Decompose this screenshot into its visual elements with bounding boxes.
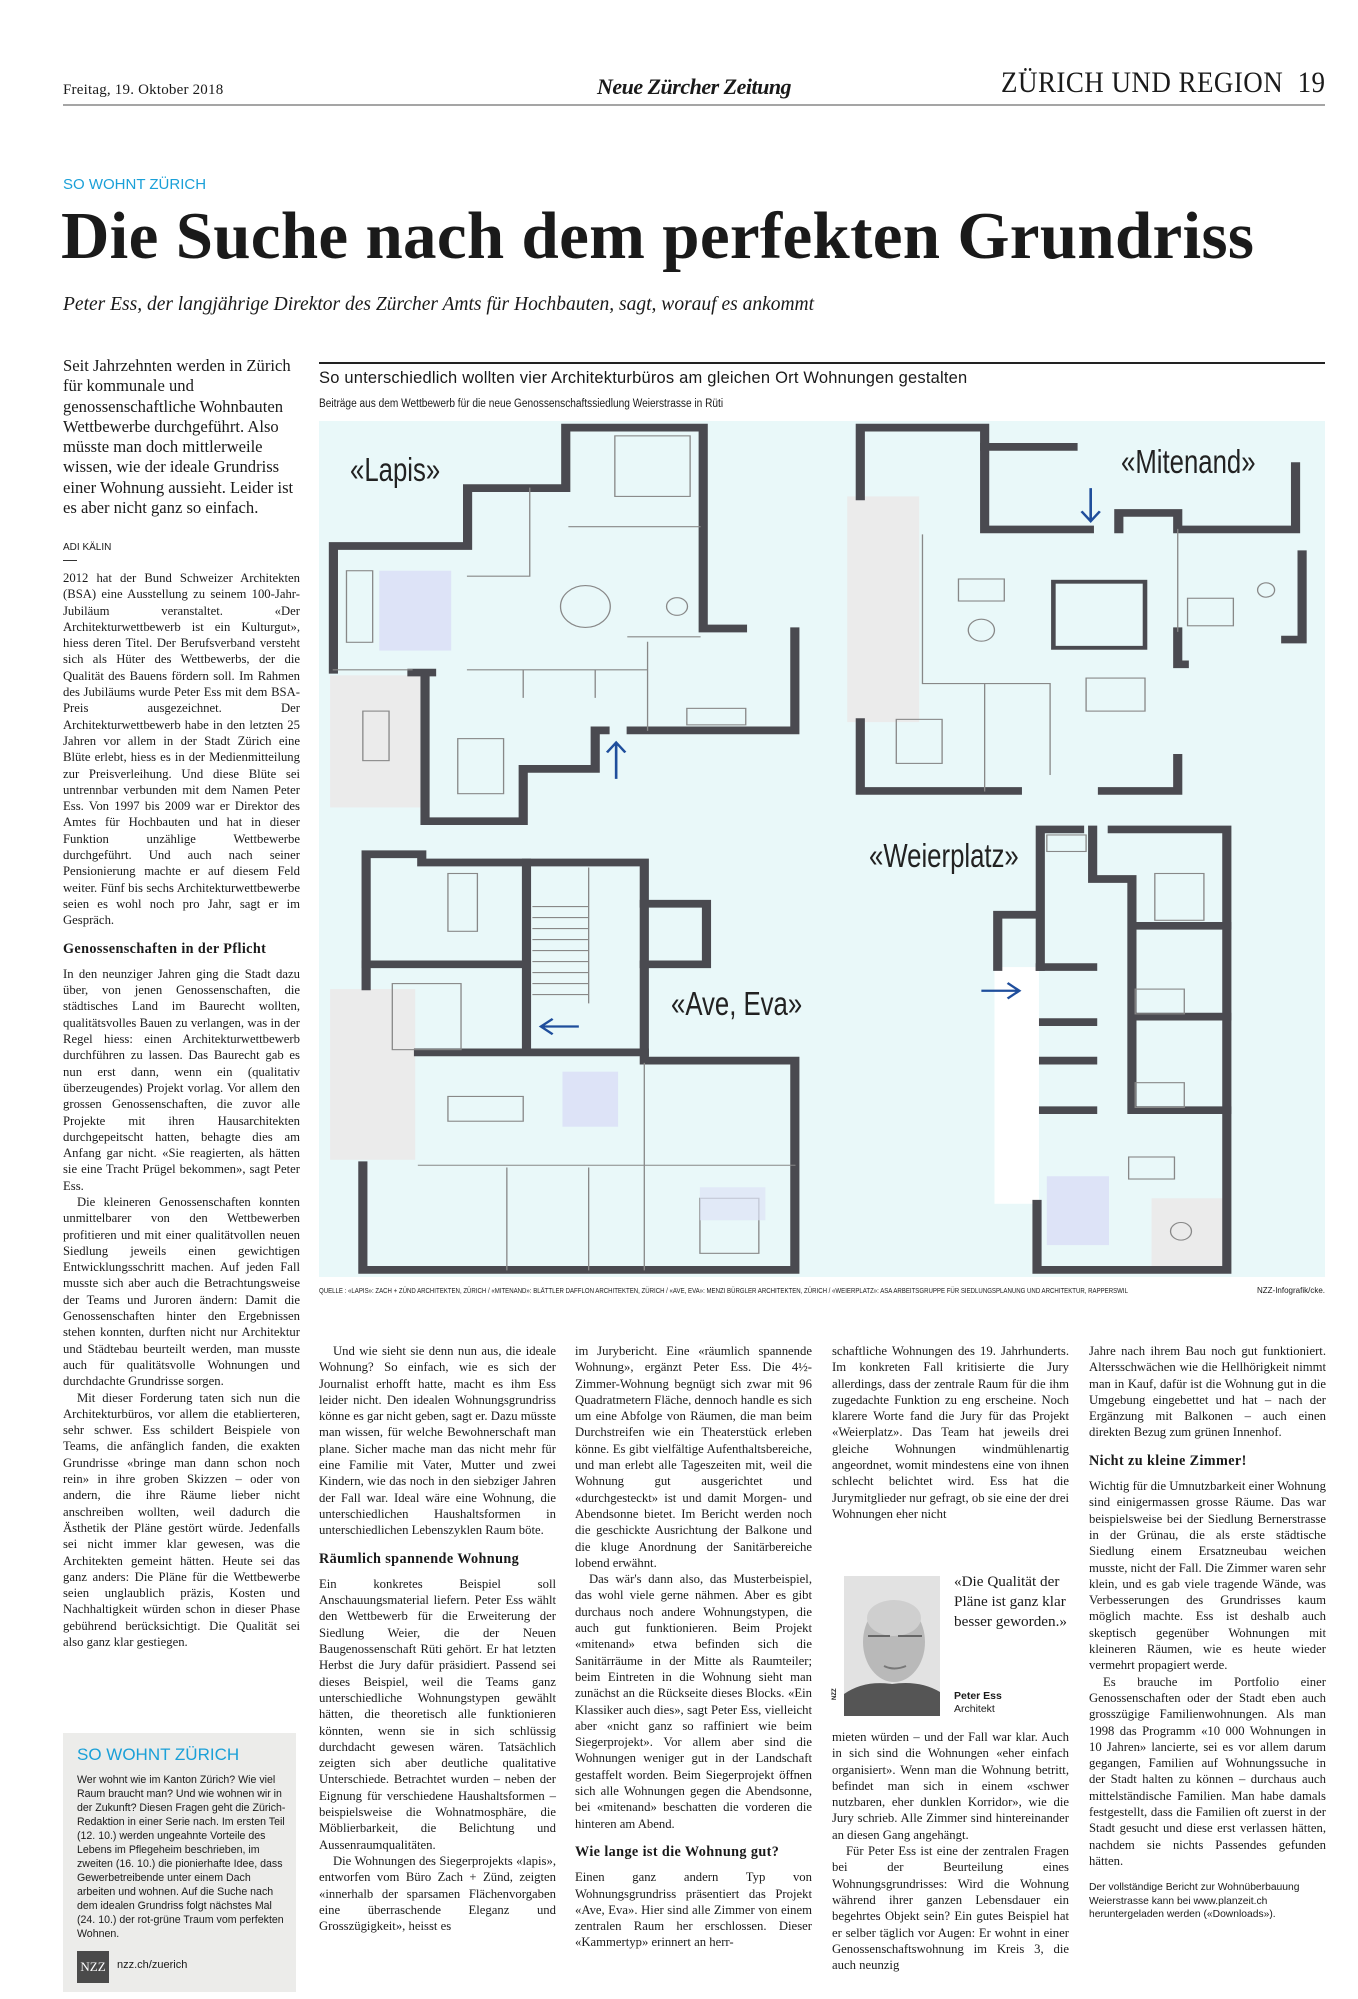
section-heading: Wie lange ist die Wohnung gut? [575,1843,780,1860]
body-paragraph: Ein konkretes Beispiel soll Anschauungsmaterial liefern. Peter Ess wählt den Wettbewerb für die Erweiterung der Siedlung Weier, die der Neuen Baugenossenschaft Rüti gehört. Er hat letzten Herbst die Jury dafür präsidiert. Passend sei dieses Beispiel, weil die Teams ganz unterschiedliche Wohnungstypen gewählt hätten, die theoretisch alle funktionieren könnten, wenn sie in sich schlüssig durchdacht gewesen wären. Tatsächlich zeigten sich aber deutliche qualitative Unterschiede. Betrachtet wurden – neben der Eignung für verschiedene Haushaltsformen – beispielsweise die Wohnatmosphäre, die Möblierbarkeit, die Belichtung und Aussenraumqualitäten. [319,1576,556,1852]
infographic-source: QUELLE : «LAPIS»: ZACH + ZÜND ARCHITEKTEN, ZÜRICH / «MITENAND»: BLÄTTLER DAFFLON ARCHITEKTEN, ZÜRICH / «AVE, EVA»: MENZI BÜRGLER ARCHITEKTEN, ZÜRICH / «WEIERPLATZ»: ASA ARBEITSGRUPPE FÜR SIEDLUNGSPLANUNG UND ARCHITEKTUR, RAPPERSWIL [319,1286,1128,1295]
section-header [1001,66,1325,100]
series-link[interactable]: nzz.ch/zuerich [117,1959,188,1971]
footnote: Der vollständige Bericht zur Wohnüberbauung Weierstrasse kann bei www.planzeit.ch heruntergeladen werden («Downloads»). [1089,1882,1300,1921]
quote-name: Peter Ess [954,1690,1002,1702]
body-paragraph: schaftliche Wohnungen des 19. Jahrhunderts. Im konkreten Fall kritisierte die Jury allerdings, dass der zentrale Raum für die ihm zugedachte Funktion zu eng erscheine. Noch klarere Worte fand die Jury für das Projekt «Weierplatz». Das Team hat jeweils drei gleiche Wohnungen windmühlenartig angeordnet, womit mindestens eine von ihnen schlecht belichtet wird. Ess hat die Jurymitglieder nur gefragt, ob sie eine der drei Wohnungen eher nicht [832,1344,1069,1521]
byline-divider [63,560,77,561]
body-paragraph: Für Peter Ess ist eine der zentralen Fragen bei der Beurteilung eines Wohnungsgrundrisses: Wird die Wohnung während ihrer ganzen Lebensdauer ein begehrtes Objekt sein? Ein gutes Beispiel hat er selber täglich vor Augen: Er wohnt in einer Genossenschaftswohnung im Kreis 3, die auch neunzig [832,1844,1069,1973]
article-column-5 [1089,1343,1326,1922]
entrance-arrow-ave-eva [541,1019,579,1034]
headline: Die Suche nach dem perfekten Grundriss [61,199,1255,273]
body-paragraph: Es brauche im Portfolio einer Genossenschaften oder der Stadt eben auch grosszügige Familienwohnungen. Als man 1998 das Programm «10 000 Wohnungen in 10 Jahren» lancierte, sei es vor allem darum gegangen, Familien auf Wohnungssuche in der Stadt halten zu können – durchaus auch mittelständische Familien. Man habe damals festgestellt, dass die Familien oft zuerst in der Stadt gesucht und diese erst verlassen hätten, nachdem sie nichts Passendes gefunden hätten. [1089,1674,1326,1868]
header-divider [63,104,1325,106]
entrance-arrow-mitenand [1082,488,1100,521]
series-info-box [63,1733,296,1992]
pull-quote: «Die Qualität der Pläne ist ganz klar besser geworden.» [954,1573,1068,1630]
info-box-heading: SO WOHNT ZÜRICH [77,1745,240,1764]
section-title: ZÜRICH UND REGION [1000,66,1283,99]
infographic-credit: NZZ-Infografik/cke. [1256,1286,1325,1295]
section-heading: Räumlich spannende Wohnung [319,1550,520,1567]
article-column-4 [832,1343,1069,1522]
body-paragraph: Wichtig für die Umnutzbarkeit einer Wohnung sind einigermassen grosse Räume. Das war beispielsweise bei der Siedlung Bernerstrasse in der Grünau, die als erste städtische Siedlung einem Ersatzneubau weichen musste, nicht der Fall. Die Zimmer waren sehr klein, und es gab viele tragende Wände, was Verbesserungen des Grundrisses kaum möglich machte. Ess ist deshalb auch skeptisch gegenüber Wohnungen mit kleineren Räumen, wie es heute wieder vermehrt propagiert werde. [1089,1479,1326,1673]
kicker: SO WOHNT ZÜRICH [63,176,207,193]
article-column-3 [575,1343,812,1951]
floor-plans-panel [319,421,1325,1277]
portrait-image [844,1576,940,1716]
body-paragraph: Das wär's dann also, das Musterbeispiel, das wohl viele gerne nähmen. Aber es gibt durchaus noch andere Wohnungstypen, die auch gut funktionieren. Beim Projekt «mitenand» etwa befinden sich die Sanitärräume in der Mitte als Raumteiler; beim Eintreten in die Wohnung sieht man zunächst an die Rückseite dieses Blocks. «Ein Klassiker auch dies», sagt Peter Ess, vielleicht aber «nicht ganz so raffiniert wie beim Siegerprojekt». Vor allem aber sind die Wohnungen weniger gut in der Landschaft gestaffelt worden. Beim Siegerprojekt öffnen sich alle Wohnungen gegen die Abendsonne, bei «mitenand» beschatten die vorderen die hinteren am Abend. [575,1572,812,1831]
body-paragraph: im Jurybericht. Eine «räumlich spannende Wohnung», ergänzt Peter Ess. Die 4½-Zimmer-Wohnung begnügt sich zwar mit 96 Quadratmetern Fläche, dennoch handle es sich um eine Abfolge von Räumen, die man beim Durchstreifen wie ein Theaterstück erleben könne. Es gibt vielfältige Aufenthaltsbereiche, und man erlebt alle Tageszeiten mit, weil die Wohnung gut ausgerichtet und «durchgesteckt» ist und damit Morgen- und Abendsonne bietet. Im Bericht werden noch die geschickte Ausrichtung der Balkone und die kluge Anordnung der Sanitärbereiche lobend erwähnt. [575,1344,812,1570]
issue-date: Freitag, 19. Oktober 2018 [63,82,224,98]
floor-plan-weierplatz [994,829,1226,1269]
article-column-1 [63,570,300,1650]
plan-label-ave-eva: «Ave, Eva» [671,985,803,1022]
nzz-logo: NZZ [77,1951,109,1983]
plan-label-lapis: «Lapis» [350,451,441,488]
lead-paragraph: Seit Jahrzehnten werden in Zürich für kommunale und genossenschaftliche Wohnbauten Wettbewerbe durchgeführt. Also müsste man doch mittlerweile wissen, wie der ideale Grundriss einer Wohnung aussieht. Leider ist es aber nicht ganz so einfach. [63,356,294,518]
quote-role: Architekt [954,1703,995,1715]
section-heading: Genossenschaften in der Pflicht [63,940,267,957]
body-paragraph: Die kleineren Genossenschaften konnten unmittelbarer von den Wettbewerben profitieren und mit einer qualitätvollen neuen Siedlung jeweils einen gewichtigen Entwicklungsschritt machen. Auf jeden Fall musste sich aber auch die Betrachtungsweise der Teams und Juroren ändern: Damit die Genossenschaften hinter den Ergebnissen stehen konnten, durften nicht nur Architektur und Städtebau beurteilt werden, man musste auch für qualitätsvolle Wohnungen und durchdachte Grundrisse sorgen. [63,1194,300,1389]
body-paragraph: In den neunziger Jahren ging die Stadt dazu über, von jenen Genossenschaften, die städtisches Land im Baurecht wollten, qualitätsvolles Bauen zu verlangen, was in der Regel hiess: einen Architekturwettbewerb durchführen zu lassen. Das Baurecht gab es nun erst dann, wenn ein (qualitativ überzeugendes) Projekt vorlag. Vor allem den grossen Genossenschaften, die zuvor alle Projekte mit ihren Hausarchitekten durchgepeitscht hatten, behagte dies am Anfang gar nicht. «Sie reagierten, als hätten sie eine Tracht Prügel bekommen», sagt Peter Ess. [63,966,300,1193]
article-column-4-continued [832,1729,1069,1973]
info-box-text: Wer wohnt wie im Kanton Zürich? Wie viel Raum braucht man? Und wie wohnen wir in der Zukunft? Diesen Fragen geht die Zürich-Redaktion in einer Serie nach. Im ersten Teil (12. 10.) werden ungeahnte Vorteile des Lebens im Pflegeheim beschrieben, im zweiten (16. 10.) die pionierhafte Idee, dass Gewerbetreibende unter einem Dach arbeiten und wohnen. Auf die Suche nach dem idealen Grundriss folgt nächstes Mal (24. 10.) der rot-grüne Traum vom perfekten Wohnen. [77,1774,286,1940]
byline: ADI KÄLIN [63,542,112,553]
body-paragraph: Jahre nach ihrem Bau noch gut funktioniert. Altersschwächen wie die Hellhörigkeit nimmt man in Kauf, dafür ist die Wohnung gut in die Umgebung eingebettet und hat – nach der Ergänzung mit Balkonen – auch einen direkten Bezug zum grünen Innenhof. [1089,1344,1326,1440]
subheadline: Peter Ess, der langjährige Direktor des Zürcher Amts für Hochbauten, sagt, worauf es ankommt [63,294,815,315]
floor-plans [319,421,1325,1277]
infographic-subtitle: Beiträge aus dem Wettbewerb für die neue Genossenschaftssiedlung Weierstrasse in Rüti [319,398,724,410]
entrance-arrow-lapis [607,742,625,778]
body-paragraph: Mit dieser Forderung taten sich nun die Architekturbüros, vor allem die etablierteren, sehr schwer. Ess schildert Beispiele von Teams, die anfänglich fanden, die exakten Grundrisse «bringe man dann schon noch rein» in ihre groben Skizzen – oder von andern, die ihre Räume lieber nicht anschreiben wollten, weil dadurch die Ästhetik der Pläne gestört würde. Jedenfalls sei nicht immer klar gewesen, was die Architekten gemeint hätten. Heute sei das ganz anders: Die Pläne für die Wettbewerbe seien unglaublich präzis, Kosten und Nachhaltigkeit würden schon in dieser Phase gebührend berücksichtigt. Die Qualität sei also ganz klar gestiegen. [63,1390,300,1649]
portrait-photo [844,1576,940,1716]
body-paragraph: Und wie sieht sie denn nun aus, die ideale Wohnung? So einfach, wie es sich der Journalist erhofft hatte, macht es ihm Ess leider nicht. Den idealen Wohnungsgrundriss könne es gar nicht geben, sagt er. Dazu müsste man wissen, für welche Bewohnerschaft man plane. Sicher mache man das nicht mehr für eine Familie mit Vater, Mutter und zwei Kindern, wie das noch in den siebziger Jahren der Fall war. Ideal wäre eine Wohnung, die unterschiedlichen Haushaltsformen in unterschiedlichen Lebenszyklen Raum böte. [319,1344,556,1538]
plan-label-weierplatz: «Weierplatz» [869,837,1019,874]
body-paragraph: Die Wohnungen des Siegerprojekts «lapis», entworfen vom Büro Zach + Zünd, zeigten «innerhalb der sparsamen Flächenvorgaben eine überraschende Eleganz und Grosszügigkeit», heisst es [319,1853,556,1934]
article-column-2 [319,1343,556,1934]
floor-plan-mitenand [847,428,1302,791]
infographic-divider [319,362,1325,364]
page-number: 19 [1297,66,1325,99]
body-paragraph: mieten würden – und der Fall war klar. Auch in sich sind die Wohnungen «eher einfach organisiert». Wenn man die Wohnung betritt, befindet man sich in einem «schwer nutzbaren, eher dunklen Korridor», wie die Jury schrieb. Alle Zimmer sind hintereinander an diesen Gang angehängt. [832,1730,1069,1842]
infographic-title: So unterschiedlich wollten vier Architekturbüros am gleichen Ort Wohnungen gestalten [319,369,968,387]
floor-plan-ave-eva [330,854,795,1270]
newspaper-logo: Neue Zürcher Zeitung [596,74,792,99]
photo-credit: NZZ [832,1688,838,1700]
body-paragraph: Einen ganz andern Typ von Wohnungsgrundriss präsentiert das Projekt «Ave, Eva». Hier sind alle Zimmer von einem zentralen Raum her erschlossen. Dieser «Kammertyp» erinnert an herr- [575,1870,812,1950]
plan-label-mitenand: «Mitenand» [1121,443,1256,480]
body-paragraph: 2012 hat der Bund Schweizer Architekten (BSA) eine Ausstellung zu seinem 100-Jahr-Jubiläum veranstaltet. «Der Architekturwettbewerb ist ein Kulturgut», hiess deren Titel. Der Berufsverband versteht sich als Hüter des Wettbewerbs, der die Qualität des Bauens fördern soll. Im Rahmen des Jubiläums wurde Peter Ess mit dem BSA-Preis ausgezeichnet. Der Architekturwettbewerb habe in den letzten 25 Jahren vor allem in der Stadt Zürich eine Blüte erlebt, hiess es in der Medienmitteilung zur Preisverleihung. Und diese Blüte sei untrennbar verbunden mit dem Namen Peter Ess. Von 1997 bis 2009 war er Direktor des Amtes für Hochbauten und hat in dieser Funktion unzählige Wettbewerbe durchgeführt. Und auch nach seiner Pensionierung machte er auf diesem Feld weiter. Fünf bis sechs Architekturwettbewerbe seien es wohl noch pro Jahr, sagt er im Gespräch. [63,571,300,928]
section-heading: Nicht zu kleine Zimmer! [1089,1452,1247,1469]
